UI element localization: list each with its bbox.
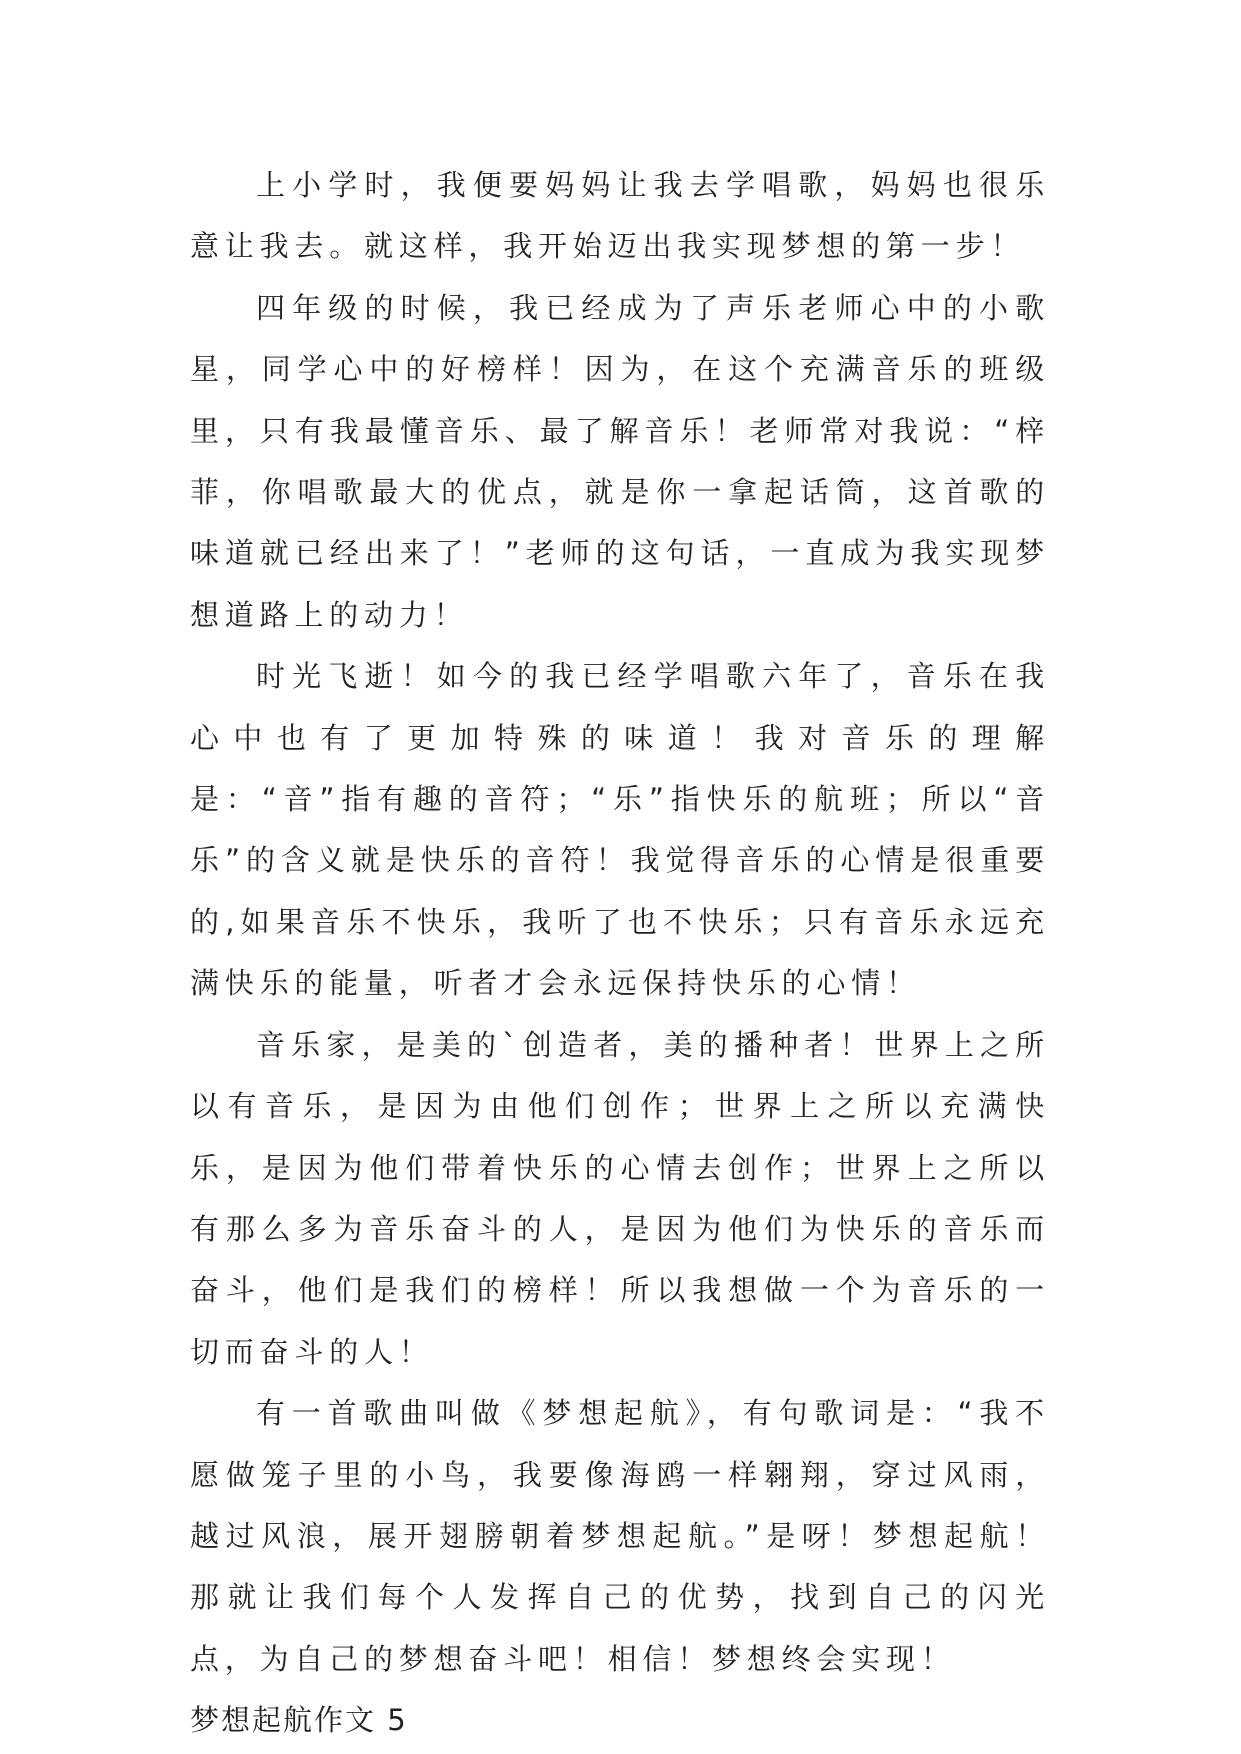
section-heading: 梦想起航作文 5 (190, 1703, 408, 1738)
paragraph: 时光飞逝！如今的我已经学唱歌六年了，音乐在我心中也有了更加特殊的味道！我对音乐的理解是：“音”指有趣的音符；“乐”指快乐的航班；所以“音乐”的含义就是快乐的音符！我觉得音乐的心情是很重要的,如果音乐不快乐，我听了也不快乐；只有音乐永远充满快乐的能量，听者才会永远保持快乐的心情！ (190, 659, 1050, 1001)
paragraph: 上小学时，我便要妈妈让我去学唱歌，妈妈也很乐意让我去。就这样，我开始迈出我实现梦想的第一步！ (190, 168, 1050, 264)
paragraph: 有一首歌曲叫做《梦想起航》，有句歌词是：“我不愿做笼子里的小鸟，我要像海鸥一样翱翔，穿过风雨，越过风浪，展开翅膀朝着梦想起航。”是呀！梦想起航！那就让我们每个人发挥自己的优势，找到自己的闪光点，为自己的梦想奋斗吧！相信！梦想终会实现！ (190, 1396, 1050, 1676)
paragraph: 音乐家，是美的`创造者，美的播种者！世界上之所以有音乐，是因为由他们创作；世界上之所以充满快乐，是因为他们带着快乐的心情去创作；世界上之所以有那么多为音乐奋斗的人，是因为他们为快乐的音乐而奋斗，他们是我们的榜样！所以我想做一个为音乐的一切而奋斗的人！ (190, 1027, 1050, 1369)
paragraph: 四年级的时候，我已经成为了声乐老师心中的小歌星，同学心中的好榜样！因为，在这个充满音乐的班级里，只有我最懂音乐、最了解音乐！老师常对我说：“梓菲，你唱歌最大的优点，就是你一拿起话筒，这首歌的味道就已经出来了！”老师的这句话，一直成为我实现梦想道路上的动力！ (190, 290, 1050, 632)
document-body (190, 155, 1050, 1752)
